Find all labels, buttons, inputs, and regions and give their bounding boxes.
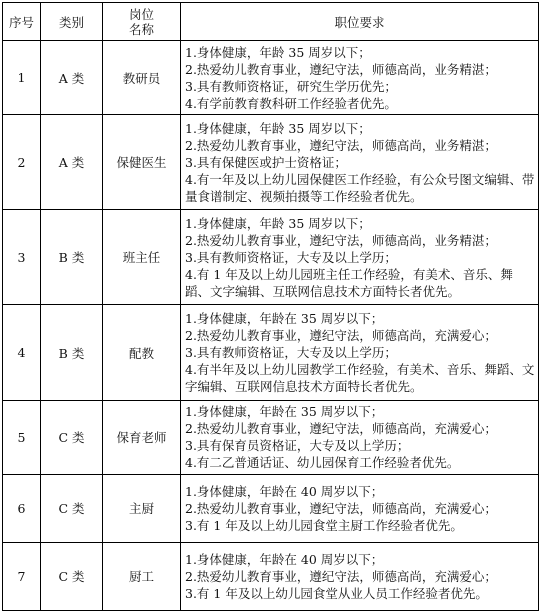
row-position: 教研员 xyxy=(103,41,181,115)
requirement-line: 4.有二乙普通话证、幼儿园保育工作经验者优先。 xyxy=(185,455,460,471)
row-seq: 3 xyxy=(3,210,41,305)
row-position: 配教 xyxy=(103,305,181,400)
row-category: C 类 xyxy=(41,474,103,542)
requirement-line: 3.具有教师资格证，研究生学历优先； xyxy=(185,78,397,94)
requirement-line: 3.有 1 年及以上幼儿园食堂从业人员工作经验者优先。 xyxy=(185,585,488,601)
requirement-line: 1.身体健康，年龄在 40 周岁以下； xyxy=(185,483,384,499)
table-row xyxy=(3,542,539,610)
row-category: A 类 xyxy=(41,41,103,115)
row-category: C 类 xyxy=(41,400,103,474)
row-position: 主厨 xyxy=(103,474,181,542)
row-requirements xyxy=(181,542,539,610)
requirement-line: 2.热爱幼儿教育事业，遵纪守法，师德高尚，充满爱心； xyxy=(185,421,497,437)
row-requirements xyxy=(181,115,539,210)
header-requirements: 职位要求 xyxy=(181,3,539,41)
row-position: 厨工 xyxy=(103,542,181,610)
requirement-line: 1.身体健康，年龄在 35 周岁以下； xyxy=(185,311,384,327)
requirement-line: 2.热爱幼儿教育事业，遵纪守法，师德高尚，业务精湛； xyxy=(185,61,497,77)
row-requirements xyxy=(181,474,539,542)
row-seq: 2 xyxy=(3,115,41,210)
row-seq: 7 xyxy=(3,542,41,610)
requirement-line: 4.有半年及以上幼儿园教学工作经验，有美术、音乐、舞蹈、文字编辑、互联网信息技术方面特长者优先。 xyxy=(185,362,535,395)
header-category: 类别 xyxy=(41,3,103,41)
requirement-line: 4.有学前教育教科研工作经验者优先。 xyxy=(185,95,397,111)
row-position: 班主任 xyxy=(103,210,181,305)
row-seq: 6 xyxy=(3,474,41,542)
row-category: A 类 xyxy=(41,115,103,210)
header-position: 岗位 名称 xyxy=(103,3,181,41)
requirement-line: 2.热爱幼儿教育事业，遵纪守法，师德高尚，充满爱心； xyxy=(185,568,497,584)
table-row xyxy=(3,474,539,542)
requirement-line: 3.有 1 年及以上幼儿园食堂主厨工作经验者优先。 xyxy=(185,517,463,533)
row-category: C 类 xyxy=(41,542,103,610)
requirement-line: 1.身体健康，年龄 35 周岁以下； xyxy=(185,44,371,60)
requirement-line: 4.有一年及以上幼儿园保健医工作经验，有公众号图文编辑、带量食谱制定、视频拍摄等工作经验者优先。 xyxy=(185,171,535,204)
table-row xyxy=(3,210,539,305)
table-header-row xyxy=(3,3,539,41)
row-seq: 1 xyxy=(3,41,41,115)
requirement-line: 3.具有教师资格证，大专及以上学历； xyxy=(185,249,397,265)
job-requirements-table xyxy=(2,2,539,611)
requirement-line: 3.具有保健医或护士资格证； xyxy=(185,154,347,170)
requirement-line: 1.身体健康，年龄 35 周岁以下； xyxy=(185,120,371,136)
requirement-line: 3.具有保育员资格证，大专及以上学历； xyxy=(185,438,410,454)
requirement-line: 2.热爱幼儿教育事业，遵纪守法，师德高尚，充满爱心； xyxy=(185,328,497,344)
row-position: 保育老师 xyxy=(103,400,181,474)
requirement-line: 2.热爱幼儿教育事业，遵纪守法，师德高尚，业务精湛； xyxy=(185,232,497,248)
row-position: 保健医生 xyxy=(103,115,181,210)
header-seq: 序号 xyxy=(3,3,41,41)
row-requirements xyxy=(181,210,539,305)
requirement-line: 3.具有教师资格证，大专及以上学历； xyxy=(185,345,397,361)
row-requirements xyxy=(181,41,539,115)
requirement-line: 4.有 1 年及以上幼儿园班主任工作经验，有美术、音乐、舞蹈、文字编辑、互联网信息技术方面特长者优先。 xyxy=(185,266,513,299)
table-row xyxy=(3,305,539,400)
row-requirements xyxy=(181,305,539,400)
row-seq: 4 xyxy=(3,305,41,400)
table-row xyxy=(3,41,539,115)
row-seq: 5 xyxy=(3,400,41,474)
table-row xyxy=(3,115,539,210)
requirement-line: 1.身体健康，年龄在 35 周岁以下； xyxy=(185,404,384,420)
row-category: B 类 xyxy=(41,305,103,400)
requirement-line: 2.热爱幼儿教育事业，遵纪守法，师德高尚，充满爱心； xyxy=(185,500,497,516)
row-category: B 类 xyxy=(41,210,103,305)
requirement-line: 1.身体健康，年龄在 40 周岁以下； xyxy=(185,551,384,567)
requirement-line: 1.身体健康，年龄 35 周岁以下； xyxy=(185,215,371,231)
table-body xyxy=(3,41,539,611)
row-requirements xyxy=(181,400,539,474)
table-row xyxy=(3,400,539,474)
requirement-line: 2.热爱幼儿教育事业，遵纪守法，师德高尚，业务精湛； xyxy=(185,137,497,153)
